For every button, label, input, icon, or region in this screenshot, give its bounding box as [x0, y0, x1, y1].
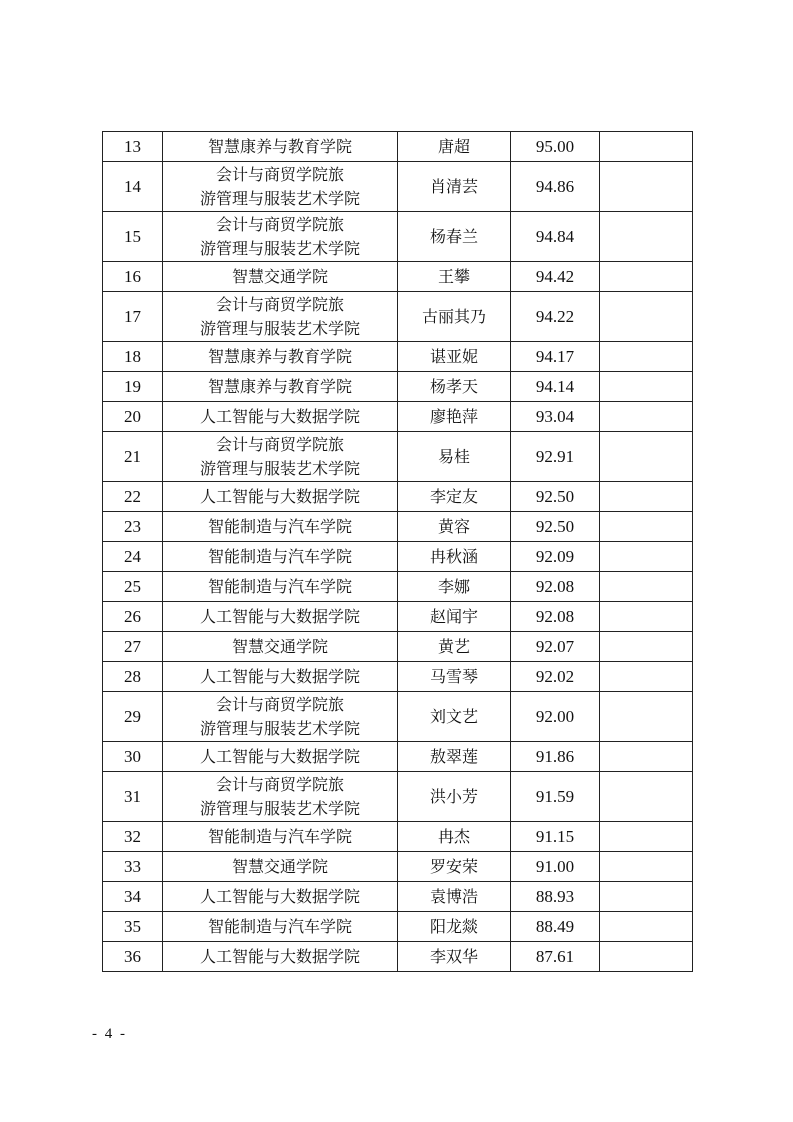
- table-row: [103, 572, 693, 602]
- remark-cell: [600, 512, 693, 542]
- score-cell: 92.09: [511, 542, 600, 572]
- table-row: [103, 212, 693, 262]
- remark-cell: [600, 162, 693, 212]
- score-cell: 92.08: [511, 602, 600, 632]
- table-row: [103, 432, 693, 482]
- row-number-cell: 16: [103, 262, 163, 292]
- college-line: 游管理与服装艺术学院: [199, 718, 360, 738]
- name-cell: 唐超: [398, 132, 511, 162]
- score-cell: 94.86: [511, 162, 600, 212]
- college-line: 会计与商贸学院旅: [215, 434, 344, 454]
- remark-cell: [600, 822, 693, 852]
- college-cell: [163, 432, 398, 482]
- college-cell: [163, 692, 398, 742]
- score-cell: 94.84: [511, 212, 600, 262]
- college-cell: [163, 212, 398, 262]
- row-number-cell: 21: [103, 432, 163, 482]
- name-cell: 李双华: [398, 942, 511, 972]
- table-row: [103, 292, 693, 342]
- college-line: 智慧交通学院: [231, 856, 328, 876]
- score-cell: 91.00: [511, 852, 600, 882]
- remark-cell: [600, 912, 693, 942]
- college-line: 智慧交通学院: [231, 266, 328, 286]
- name-cell: 洪小芳: [398, 772, 511, 822]
- row-number-cell: 36: [103, 942, 163, 972]
- college-line: 智慧交通学院: [231, 636, 328, 656]
- college-line: 智能制造与汽车学院: [207, 576, 352, 596]
- name-cell: 阳龙燚: [398, 912, 511, 942]
- college-line: 会计与商贸学院旅: [215, 214, 344, 234]
- row-number-cell: 19: [103, 372, 163, 402]
- name-cell: 谌亚妮: [398, 342, 511, 372]
- college-line: 会计与商贸学院旅: [215, 294, 344, 314]
- college-cell: [163, 742, 398, 772]
- college-line: 游管理与服装艺术学院: [199, 798, 360, 818]
- score-cell: 94.14: [511, 372, 600, 402]
- name-cell: 黄容: [398, 512, 511, 542]
- college-line: 会计与商贸学院旅: [215, 694, 344, 714]
- name-cell: 敖翠莲: [398, 742, 511, 772]
- college-line: 游管理与服装艺术学院: [199, 458, 360, 478]
- name-cell: 肖清芸: [398, 162, 511, 212]
- college-line: 人工智能与大数据学院: [199, 746, 360, 766]
- college-line: 智能制造与汽车学院: [207, 826, 352, 846]
- score-table: [102, 131, 693, 972]
- college-cell: [163, 372, 398, 402]
- remark-cell: [600, 432, 693, 482]
- name-cell: 赵闻宇: [398, 602, 511, 632]
- name-cell: 古丽其乃: [398, 292, 511, 342]
- college-cell: [163, 772, 398, 822]
- remark-cell: [600, 602, 693, 632]
- row-number-cell: 20: [103, 402, 163, 432]
- college-cell: [163, 912, 398, 942]
- score-cell: 94.17: [511, 342, 600, 372]
- remark-cell: [600, 542, 693, 572]
- table-row: [103, 742, 693, 772]
- score-cell: 94.22: [511, 292, 600, 342]
- row-number-cell: 25: [103, 572, 163, 602]
- college-line: 游管理与服装艺术学院: [199, 238, 360, 258]
- row-number-cell: 22: [103, 482, 163, 512]
- table-row: [103, 942, 693, 972]
- college-cell: [163, 512, 398, 542]
- college-cell: [163, 162, 398, 212]
- row-number-cell: 13: [103, 132, 163, 162]
- remark-cell: [600, 632, 693, 662]
- college-cell: [163, 632, 398, 662]
- remark-cell: [600, 212, 693, 262]
- name-cell: 黄艺: [398, 632, 511, 662]
- college-cell: [163, 262, 398, 292]
- score-cell: 88.93: [511, 882, 600, 912]
- row-number-cell: 23: [103, 512, 163, 542]
- name-cell: 杨春兰: [398, 212, 511, 262]
- name-cell: 王攀: [398, 262, 511, 292]
- table-row: [103, 482, 693, 512]
- name-cell: 杨孝天: [398, 372, 511, 402]
- table-row: [103, 662, 693, 692]
- row-number-cell: 30: [103, 742, 163, 772]
- name-cell: 罗安荣: [398, 852, 511, 882]
- table-row: [103, 512, 693, 542]
- row-number-cell: 28: [103, 662, 163, 692]
- table-row: [103, 632, 693, 662]
- table-row: [103, 262, 693, 292]
- row-number-cell: 34: [103, 882, 163, 912]
- table-row: [103, 132, 693, 162]
- college-line: 智慧康养与教育学院: [207, 376, 352, 396]
- score-cell: 92.50: [511, 482, 600, 512]
- table-row: [103, 692, 693, 742]
- college-cell: [163, 882, 398, 912]
- row-number-cell: 27: [103, 632, 163, 662]
- college-cell: [163, 342, 398, 372]
- name-cell: 刘文艺: [398, 692, 511, 742]
- remark-cell: [600, 772, 693, 822]
- name-cell: 易桂: [398, 432, 511, 482]
- score-cell: 95.00: [511, 132, 600, 162]
- score-cell: 93.04: [511, 402, 600, 432]
- table-row: [103, 402, 693, 432]
- remark-cell: [600, 662, 693, 692]
- college-line: 人工智能与大数据学院: [199, 946, 360, 966]
- score-cell: 92.00: [511, 692, 600, 742]
- college-line: 智慧康养与教育学院: [207, 346, 352, 366]
- name-cell: 冉秋涵: [398, 542, 511, 572]
- college-cell: [163, 292, 398, 342]
- row-number-cell: 24: [103, 542, 163, 572]
- score-cell: 92.08: [511, 572, 600, 602]
- college-line: 智能制造与汽车学院: [207, 516, 352, 536]
- remark-cell: [600, 262, 693, 292]
- college-line: 人工智能与大数据学院: [199, 606, 360, 626]
- score-cell: 91.86: [511, 742, 600, 772]
- table-row: [103, 372, 693, 402]
- row-number-cell: 14: [103, 162, 163, 212]
- score-cell: 87.61: [511, 942, 600, 972]
- row-number-cell: 29: [103, 692, 163, 742]
- row-number-cell: 18: [103, 342, 163, 372]
- college-cell: [163, 132, 398, 162]
- row-number-cell: 32: [103, 822, 163, 852]
- score-cell: 94.42: [511, 262, 600, 292]
- remark-cell: [600, 402, 693, 432]
- remark-cell: [600, 342, 693, 372]
- table-row: [103, 912, 693, 942]
- college-cell: [163, 942, 398, 972]
- remark-cell: [600, 292, 693, 342]
- college-line: 会计与商贸学院旅: [215, 164, 344, 184]
- table-row: [103, 822, 693, 852]
- remark-cell: [600, 882, 693, 912]
- name-cell: 廖艳萍: [398, 402, 511, 432]
- college-line: 智能制造与汽车学院: [207, 546, 352, 566]
- name-cell: 马雪琴: [398, 662, 511, 692]
- score-cell: 92.02: [511, 662, 600, 692]
- remark-cell: [600, 372, 693, 402]
- name-cell: 袁博浩: [398, 882, 511, 912]
- table-body: [103, 132, 693, 972]
- college-cell: [163, 482, 398, 512]
- college-line: 智慧康养与教育学院: [207, 136, 352, 156]
- row-number-cell: 15: [103, 212, 163, 262]
- remark-cell: [600, 482, 693, 512]
- college-cell: [163, 402, 398, 432]
- score-cell: 92.91: [511, 432, 600, 482]
- table-row: [103, 882, 693, 912]
- page-number: - 4 -: [92, 1026, 127, 1042]
- college-cell: [163, 542, 398, 572]
- remark-cell: [600, 852, 693, 882]
- college-line: 智能制造与汽车学院: [207, 916, 352, 936]
- row-number-cell: 33: [103, 852, 163, 882]
- score-cell: 88.49: [511, 912, 600, 942]
- table-row: [103, 162, 693, 212]
- score-cell: 91.59: [511, 772, 600, 822]
- college-cell: [163, 602, 398, 632]
- college-line: 人工智能与大数据学院: [199, 886, 360, 906]
- remark-cell: [600, 692, 693, 742]
- score-cell: 91.15: [511, 822, 600, 852]
- college-line: 人工智能与大数据学院: [199, 406, 360, 426]
- college-line: 人工智能与大数据学院: [199, 666, 360, 686]
- name-cell: 李娜: [398, 572, 511, 602]
- row-number-cell: 31: [103, 772, 163, 822]
- score-cell: 92.07: [511, 632, 600, 662]
- college-line: 游管理与服装艺术学院: [199, 188, 360, 208]
- college-cell: [163, 822, 398, 852]
- remark-cell: [600, 742, 693, 772]
- table-row: [103, 772, 693, 822]
- college-cell: [163, 572, 398, 602]
- table-row: [103, 342, 693, 372]
- college-line: 人工智能与大数据学院: [199, 486, 360, 506]
- row-number-cell: 17: [103, 292, 163, 342]
- table-row: [103, 542, 693, 572]
- college-line: 游管理与服装艺术学院: [199, 318, 360, 338]
- row-number-cell: 35: [103, 912, 163, 942]
- college-line: 会计与商贸学院旅: [215, 774, 344, 794]
- remark-cell: [600, 942, 693, 972]
- table-row: [103, 602, 693, 632]
- name-cell: 李定友: [398, 482, 511, 512]
- college-cell: [163, 852, 398, 882]
- score-cell: 92.50: [511, 512, 600, 542]
- college-cell: [163, 662, 398, 692]
- name-cell: 冉杰: [398, 822, 511, 852]
- remark-cell: [600, 572, 693, 602]
- table-row: [103, 852, 693, 882]
- row-number-cell: 26: [103, 602, 163, 632]
- remark-cell: [600, 132, 693, 162]
